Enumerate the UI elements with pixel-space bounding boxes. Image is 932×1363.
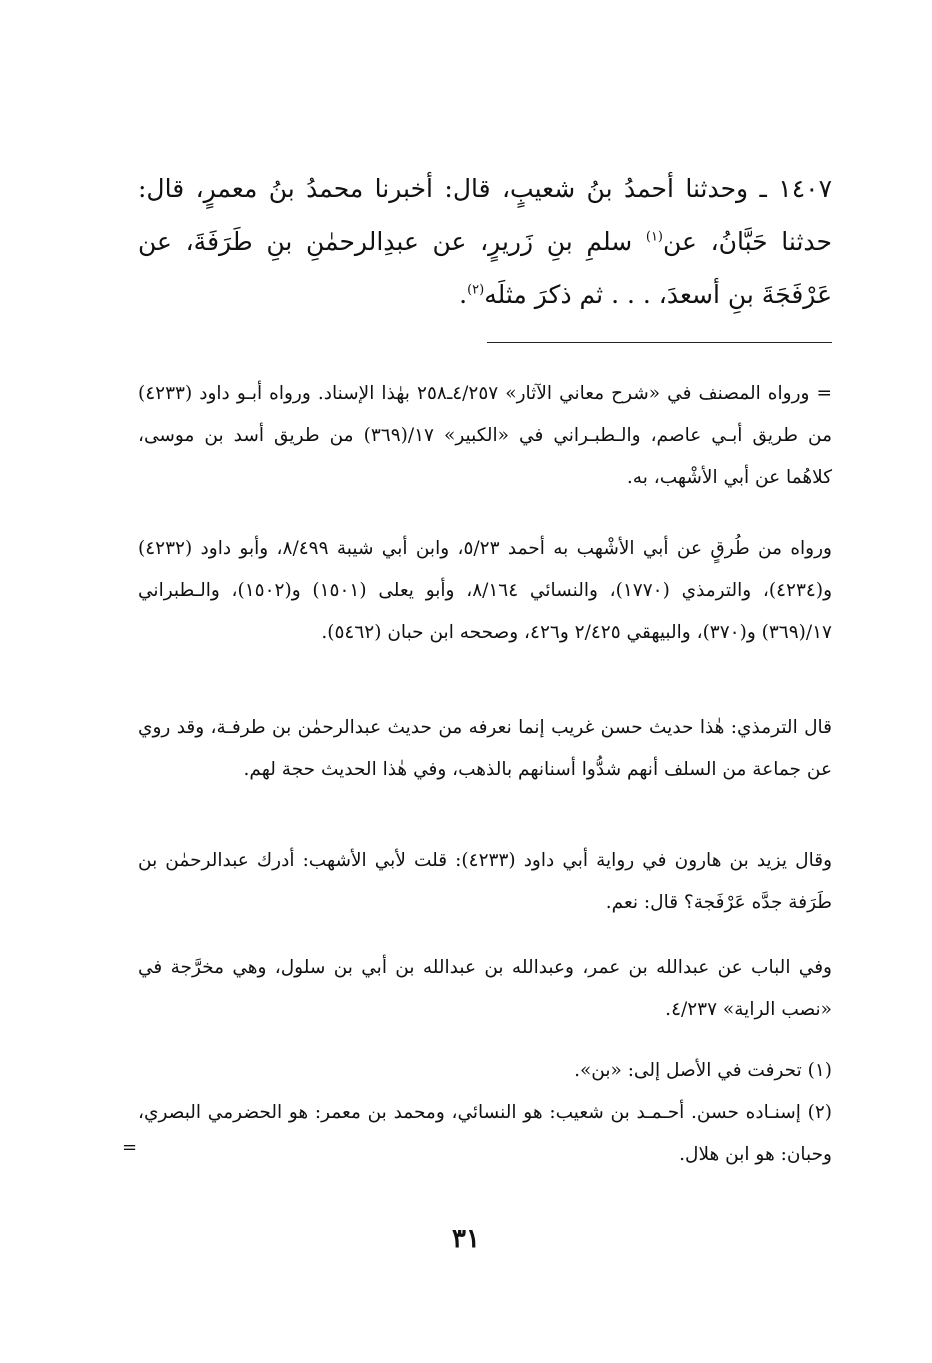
footnote-ref-1: (١) (645, 229, 663, 245)
hadith-text (138, 162, 832, 321)
note-text-2: ورواه من طُرقٍ عن أبي الأشْهب به أحمد ٥/٢٣، وابن أبي شيبة ٨/٤٩٩، وأبو داود (٤٢٣٢) و(٤٢٣٤)، والترمذي (١٧٧٠)، والنسائي ٨/١٦٤، وأبو يعلى (١٥٠١) و(١٥٠٢)، والـطبراني ١٧/(٣٦٩) و(٣٧٠)، والبيهقي ٢/٤٢٥ و٤٢٦، وصححه ابن حبان (٥٤٦٢). (138, 538, 833, 643)
note-paragraph-2 (138, 528, 832, 654)
note-paragraph-5 (138, 947, 832, 1031)
note-text-4: وقال يزيد بن هارون في رواية أبي داود (٤٢٣٣): قلت لأبي الأشهب: أدرك عبدالرحمٰن بن طَرَفة جدَّه عَرْفَجة؟ قال: نعم. (138, 850, 832, 913)
continuation-marker: = (122, 1137, 138, 1158)
footnote-ref-2: (٢) (467, 282, 485, 298)
note-text-5: وفي الباب عن عبدالله بن عمر، وعبدالله بن عبدالله بن أبي بن سلول، وهي مخرَّجة في «نصب الراية» ٤/٢٣٧. (138, 957, 832, 1020)
footnote-1: (١) تحرفت في الأصل إلى: «بن». (574, 1060, 832, 1081)
hadith-paragraph (138, 162, 832, 321)
note-paragraph-3 (138, 707, 832, 791)
footnote-divider (487, 342, 832, 343)
note-paragraph-4 (138, 840, 832, 924)
note-text-1: = ورواه المصنف في «شرح معاني الآثار» ٤/٢٥٧ـ٢٥٨ بهٰذا الإسناد. ورواه أبـو داود (٤٢٣٣) من طريق أبـي عاصم، والـطبـراني في «الكبير» ١٧/(٣٦٩) من طريق أسد بن موسى، كلاهُما عن أبي الأشْهب، به. (138, 383, 832, 488)
note-paragraph-1 (138, 373, 832, 499)
hadith-opening: ١٤٠٧ ـ وحدثنا أحمدُ بنُ شعيبٍ، قال: أخبرنا محمدُ بنُ معمرٍ، قال: حدثنا حَبَّانُ، عن (138, 174, 832, 256)
note-text-3: قال الترمذي: هٰذا حديث حسن غريب إنما نعرفه من حديث عبدالرحمٰن بن طرفـة، وقد روي عن جماعة من السلف أنهم شدُّوا أسنانهم بالذهب، وفي هٰذا الحديث حجة لهم. (138, 717, 832, 780)
footnote-2: (٢) إسنـاده حسن. أحـمـد بن شعيب: هو النسائي، ومحمد بن معمر: هو الحضرمي البصري، وحبان: هو ابن هلال. (138, 1102, 832, 1165)
page-number: ٣١ (452, 1224, 480, 1254)
footnotes (138, 1050, 832, 1176)
hadith-end: . (459, 280, 468, 309)
hadith-continuation: سلمِ بنِ زَريرٍ، عن عبدِالرحمٰنِ بنِ طَرَفَةَ، عن عَرْفَجَةَ بنِ أسعدَ، . . . ثم ذكرَ مثلَه (138, 227, 832, 309)
